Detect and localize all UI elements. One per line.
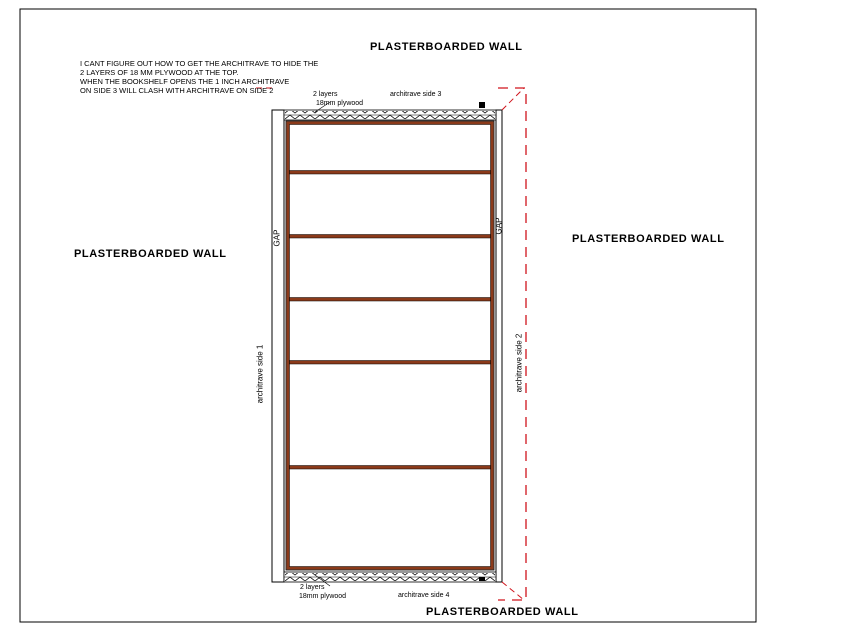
plywood-label-bottom-line2: 18mm plywood: [299, 593, 347, 600]
note-text: [80, 59, 318, 95]
bookshelf-side-right: [491, 122, 494, 570]
architrave-side-4-label: architrave side 4: [398, 592, 450, 599]
wall-label-right: PLASTERBOARDED WALL: [572, 233, 725, 245]
plywood-label-top-line2: 18mm plywood: [316, 100, 364, 107]
note-line: WHEN THE BOOKSHELF OPENS THE 1 INCH ARCHITRAVE: [80, 77, 290, 86]
architrave-side-1-label: architrave side 1: [255, 344, 265, 404]
plywood-label-top-line1: 2 layers: [313, 91, 338, 98]
note-line: I CANT FIGURE OUT HOW TO GET THE ARCHITRAVE TO HIDE THE: [80, 59, 319, 68]
shelf: [290, 466, 491, 470]
plywood-hatch-top-2: [285, 115, 495, 119]
architrave-side-1: [272, 110, 284, 582]
drawing-border: [20, 9, 756, 622]
note-line: ON SIDE 3 WILL CLASH WITH ARCHITRAVE ON SIDE 2: [80, 86, 274, 95]
wall-label-left: PLASTERBOARDED WALL: [74, 248, 227, 260]
wall-label-top: PLASTERBOARDED WALL: [370, 41, 523, 53]
plywood-hatch-top-1: [285, 111, 495, 115]
architrave-side-3-label: architrave side 3: [390, 91, 442, 98]
bookshelf-side-left: [287, 122, 290, 570]
architrave-side-2-label: architrave side 2: [514, 333, 524, 393]
swing-line-top: [502, 88, 524, 110]
shelf: [290, 361, 491, 365]
hinge-marker-bottom: [479, 577, 485, 581]
architrave-side-2-strip: [496, 110, 502, 582]
shelf: [290, 235, 491, 239]
hinge-marker-top: [479, 102, 485, 108]
plywood-label-bottom-line1: 2 layers: [300, 584, 325, 591]
note-line: 2 LAYERS OF 18 MM PLYWOOD AT THE TOP.: [80, 68, 239, 77]
bookshelf-top: [287, 122, 494, 125]
swing-line-bottom: [502, 582, 524, 600]
gap-label-left: GAP: [272, 229, 282, 247]
shelf: [290, 171, 491, 175]
wall-label-bottom: PLASTERBOARDED WALL: [426, 606, 579, 618]
bookshelf-outer-frame: [286, 121, 494, 570]
gap-label-right: GAP: [494, 217, 504, 235]
shelves: [290, 171, 491, 470]
shelf: [290, 298, 491, 302]
bookshelf-inner-frame: [290, 125, 491, 567]
plywood-hatch-bottom-2: [285, 577, 495, 581]
bookshelf-bottom: [287, 567, 494, 570]
